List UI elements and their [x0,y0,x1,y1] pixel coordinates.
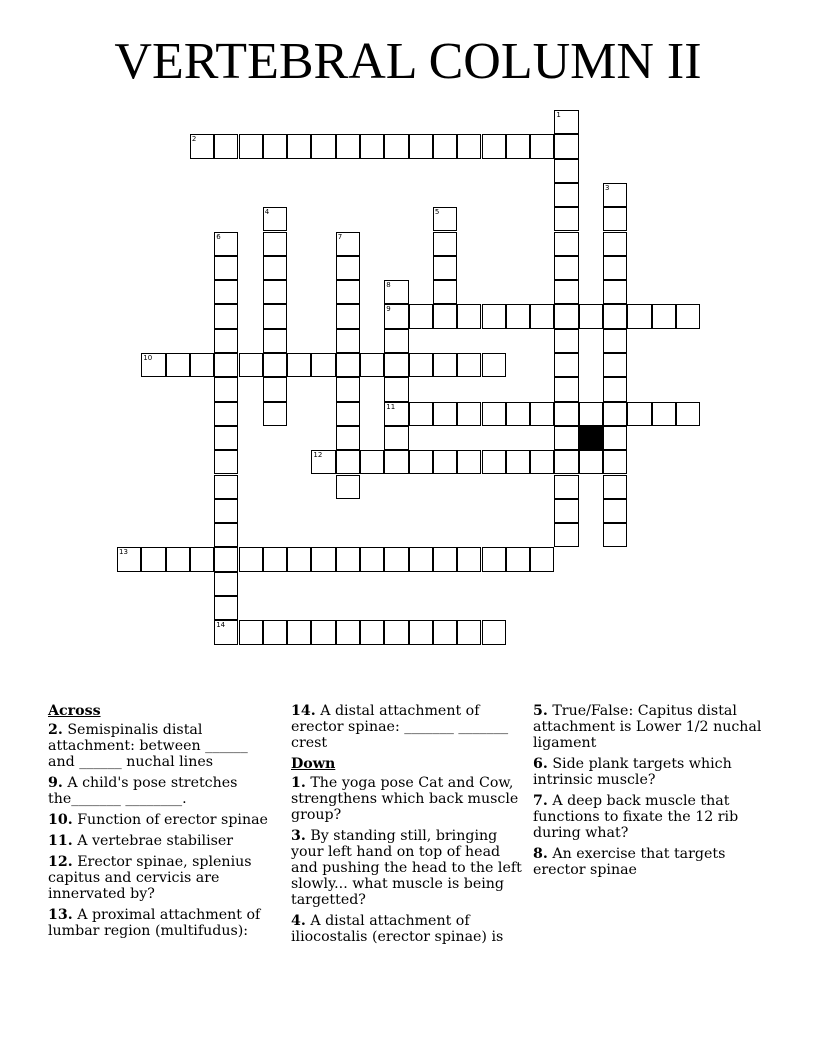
clue-down-3: 3. By standing still, bringing your left hand on top of head and pushing the head to the left slowly... what muscle is being targetted? [291,828,522,908]
grid-cell[interactable] [166,547,190,571]
grid-cell[interactable] [384,450,408,474]
grid-cell[interactable] [214,232,238,256]
grid-cell[interactable] [603,256,627,280]
grid-cell[interactable] [263,377,287,401]
clue-column-2 [291,703,523,950]
grid-cell[interactable] [263,134,287,158]
grid-cell[interactable] [214,134,238,158]
clue-across-13: 13. A proximal attachment of lumbar region (multifudus): [48,907,261,939]
grid-cell[interactable] [482,547,506,571]
grid-cell[interactable] [554,207,578,231]
grid-cell[interactable] [506,304,530,328]
grid-cell[interactable] [287,547,311,571]
grid-cell[interactable] [360,134,384,158]
grid-cell[interactable] [482,620,506,644]
grid-cell[interactable] [506,402,530,426]
grid-cell[interactable] [336,450,360,474]
grid-cell[interactable] [530,547,554,571]
grid-cell[interactable] [214,377,238,401]
grid-cell[interactable] [263,329,287,353]
grid-cell[interactable] [214,523,238,547]
clue-number: 9 [386,305,391,314]
grid-cell[interactable] [554,426,578,450]
grid-cell[interactable] [117,547,141,571]
grid-cell[interactable] [214,620,238,644]
clue-number: 7 [337,232,343,241]
grid-cell[interactable] [554,377,578,401]
grid-cell[interactable] [214,475,238,499]
grid-cell[interactable] [311,134,335,158]
page-title: VERTEBRAL COLUMN II [114,33,702,90]
grid-cell[interactable] [190,547,214,571]
grid-cell[interactable] [384,620,408,644]
grid-cell[interactable] [457,304,481,328]
grid-cell[interactable] [652,304,676,328]
clue-number: 8 [386,281,391,290]
grid-cell[interactable] [457,620,481,644]
clue-number: 2 [191,135,197,144]
across-heading: Across [48,703,101,719]
grid-cell[interactable] [554,232,578,256]
clue-down-1: 1. The yoga pose Cat and Cow, strengthens which back muscle group? [291,775,519,823]
grid-cell[interactable] [603,207,627,231]
grid-cell[interactable] [384,377,408,401]
grid-cell[interactable] [214,572,238,596]
grid-cell[interactable] [336,426,360,450]
grid-cell[interactable] [482,402,506,426]
grid-cell[interactable] [409,402,433,426]
grid-cell[interactable] [384,547,408,571]
clue-down-4: 4. A distal attachment of iliocostalis (erector spinae) is [291,913,504,945]
grid-cell[interactable] [603,475,627,499]
grid-cell[interactable] [676,304,700,328]
grid-cell[interactable] [554,159,578,183]
grid-cell[interactable] [384,353,408,377]
clue-number: 6 [216,232,221,241]
grid-cell[interactable] [214,256,238,280]
grid-cell[interactable] [409,304,433,328]
grid-cell[interactable] [311,450,335,474]
grid-cell[interactable] [214,304,238,328]
clue-down-6: 6. Side plank targets which intrinsic muscle? [533,756,732,788]
grid-cell[interactable] [360,450,384,474]
grid-cell[interactable] [336,232,360,256]
grid-cell[interactable] [214,547,238,571]
grid-cell[interactable] [554,110,578,134]
grid-cell[interactable] [433,450,457,474]
grid-cell[interactable] [603,232,627,256]
grid-cell[interactable] [506,134,530,158]
grid-cell[interactable] [214,280,238,304]
grid-cell[interactable] [554,523,578,547]
grid-cell[interactable] [676,402,700,426]
grid-cell[interactable] [190,134,214,158]
grid-cell[interactable] [482,304,506,328]
grid-cell[interactable] [141,547,165,571]
grid-cell[interactable] [336,280,360,304]
clue-across-11: 11. A vertebrae stabiliser [48,833,234,849]
grid-cell[interactable] [603,353,627,377]
grid-cell[interactable] [603,280,627,304]
grid-cell[interactable] [627,402,651,426]
grid-cell[interactable] [263,304,287,328]
clue-across-9: 9. A child's pose stretches the_______ ________. [48,775,238,807]
grid-cell[interactable] [214,499,238,523]
clue-across-12: 12. Erector spinae, splenius capitus and cervicis are innervated by? [48,854,252,902]
grid-cell[interactable] [530,402,554,426]
grid-cell[interactable] [287,620,311,644]
grid-cell[interactable] [263,207,287,231]
grid-cell[interactable] [603,377,627,401]
grid-cell[interactable] [530,450,554,474]
black-cell [579,426,603,450]
clue-number: 11 [386,402,396,411]
grid-cell[interactable] [603,329,627,353]
grid-cell[interactable] [311,547,335,571]
clue-column-1 [48,703,276,944]
grid-cell[interactable] [360,620,384,644]
clue-number: 14 [216,621,226,630]
grid-cell[interactable] [409,620,433,644]
grid-cell[interactable] [263,620,287,644]
grid-cell[interactable] [360,353,384,377]
clue-across-14: 14. A distal attachment of erector spinae: _______ _______ crest [291,703,509,751]
grid-cell[interactable] [311,620,335,644]
grid-cell[interactable] [482,353,506,377]
grid-cell[interactable] [239,620,263,644]
grid-cell[interactable] [554,256,578,280]
grid-cell[interactable] [554,329,578,353]
grid-cell[interactable] [433,134,457,158]
grid-cell[interactable] [239,547,263,571]
grid-cell[interactable] [554,499,578,523]
grid-cell[interactable] [336,402,360,426]
grid-cell[interactable] [336,304,360,328]
grid-cell[interactable] [287,134,311,158]
grid-cell[interactable] [336,256,360,280]
down-heading: Down [291,756,336,772]
grid-cell[interactable] [336,353,360,377]
grid-cell[interactable] [554,134,578,158]
grid-cell[interactable] [336,620,360,644]
grid-cell[interactable] [214,426,238,450]
grid-cell[interactable] [409,450,433,474]
grid-cell[interactable] [287,353,311,377]
grid-cell[interactable] [409,134,433,158]
grid-cell[interactable] [433,402,457,426]
grid-cell[interactable] [214,329,238,353]
grid-cell[interactable] [554,304,578,328]
clue-down-7: 7. A deep back muscle that functions to fixate the 12 rib during what? [533,793,739,841]
grid-cell[interactable] [603,523,627,547]
grid-cell[interactable] [336,329,360,353]
grid-cell[interactable] [214,353,238,377]
grid-cell[interactable] [554,450,578,474]
grid-cell[interactable] [384,426,408,450]
grid-cell[interactable] [433,232,457,256]
grid-cell[interactable] [336,547,360,571]
grid-cell[interactable] [603,450,627,474]
grid-cell[interactable] [554,402,578,426]
grid-cell[interactable] [263,353,287,377]
grid-cell[interactable] [384,304,408,328]
grid-cell[interactable] [311,353,335,377]
grid-cell[interactable] [263,402,287,426]
grid-cell[interactable] [263,256,287,280]
grid-cell[interactable] [603,499,627,523]
grid-cell[interactable] [384,134,408,158]
grid-cell[interactable] [263,547,287,571]
grid-cell[interactable] [239,353,263,377]
grid-cell[interactable] [360,547,384,571]
grid-cell[interactable] [603,402,627,426]
clue-across-2: 2. Semispinalis distal attachment: between ______ and ______ nuchal lines [48,722,248,770]
clue-number: 1 [556,111,561,119]
grid-cell[interactable] [433,620,457,644]
grid-cell[interactable] [433,256,457,280]
grid-cell[interactable] [384,280,408,304]
clue-across-10: 10. Function of erector spinae [48,812,268,828]
grid-cell[interactable] [433,207,457,231]
grid-cell[interactable] [336,134,360,158]
grid-cell[interactable] [433,353,457,377]
grid-cell[interactable] [336,475,360,499]
clue-number: 3 [605,183,610,192]
grid-cell[interactable] [554,183,578,207]
grid-cell[interactable] [336,377,360,401]
clue-number: 4 [264,208,270,217]
grid-cell[interactable] [652,402,676,426]
grid-cell[interactable] [457,450,481,474]
grid-cell[interactable] [506,547,530,571]
grid-cell[interactable] [457,134,481,158]
grid-cell[interactable] [457,353,481,377]
grid-cell[interactable] [457,547,481,571]
clue-number: 5 [434,208,440,217]
grid-cell[interactable] [166,353,190,377]
grid-cell[interactable] [554,353,578,377]
grid-cell[interactable] [433,304,457,328]
grid-cell[interactable] [554,475,578,499]
grid-cell[interactable] [506,450,530,474]
grid-cell[interactable] [603,304,627,328]
grid-cell[interactable] [214,402,238,426]
grid-cell[interactable] [433,547,457,571]
grid-cell[interactable] [214,596,238,620]
grid-cell[interactable] [579,304,603,328]
grid-cell[interactable] [141,353,165,377]
grid-cell[interactable] [190,353,214,377]
grid-cell[interactable] [579,402,603,426]
grid-cell[interactable] [263,280,287,304]
clue-number: 10 [143,354,153,362]
grid-cell[interactable] [409,353,433,377]
grid-cell[interactable] [457,402,481,426]
grid-cell[interactable] [263,232,287,256]
clue-down-8: 8. An exercise that targets erector spinae [533,846,726,878]
clue-number: 13 [119,548,128,557]
grid-cell[interactable] [214,450,238,474]
grid-cell[interactable] [384,402,408,426]
grid-cell[interactable] [239,134,263,158]
grid-cell[interactable] [482,134,506,158]
grid-cell[interactable] [409,547,433,571]
grid-cell[interactable] [627,304,651,328]
grid-cell[interactable] [603,183,627,207]
grid-cell[interactable] [579,450,603,474]
clue-number: 12 [313,451,323,460]
clue-down-5: 5. True/False: Capitus distal attachment is Lower 1/2 nuchal ligament [533,703,762,751]
grid-cell[interactable] [530,304,554,328]
grid-cell[interactable] [482,450,506,474]
grid-cell[interactable] [384,329,408,353]
grid-cell[interactable] [530,134,554,158]
grid-cell[interactable] [433,280,457,304]
grid-cell[interactable] [603,426,627,450]
grid-cell[interactable] [554,280,578,304]
clue-column-3 [533,703,773,883]
